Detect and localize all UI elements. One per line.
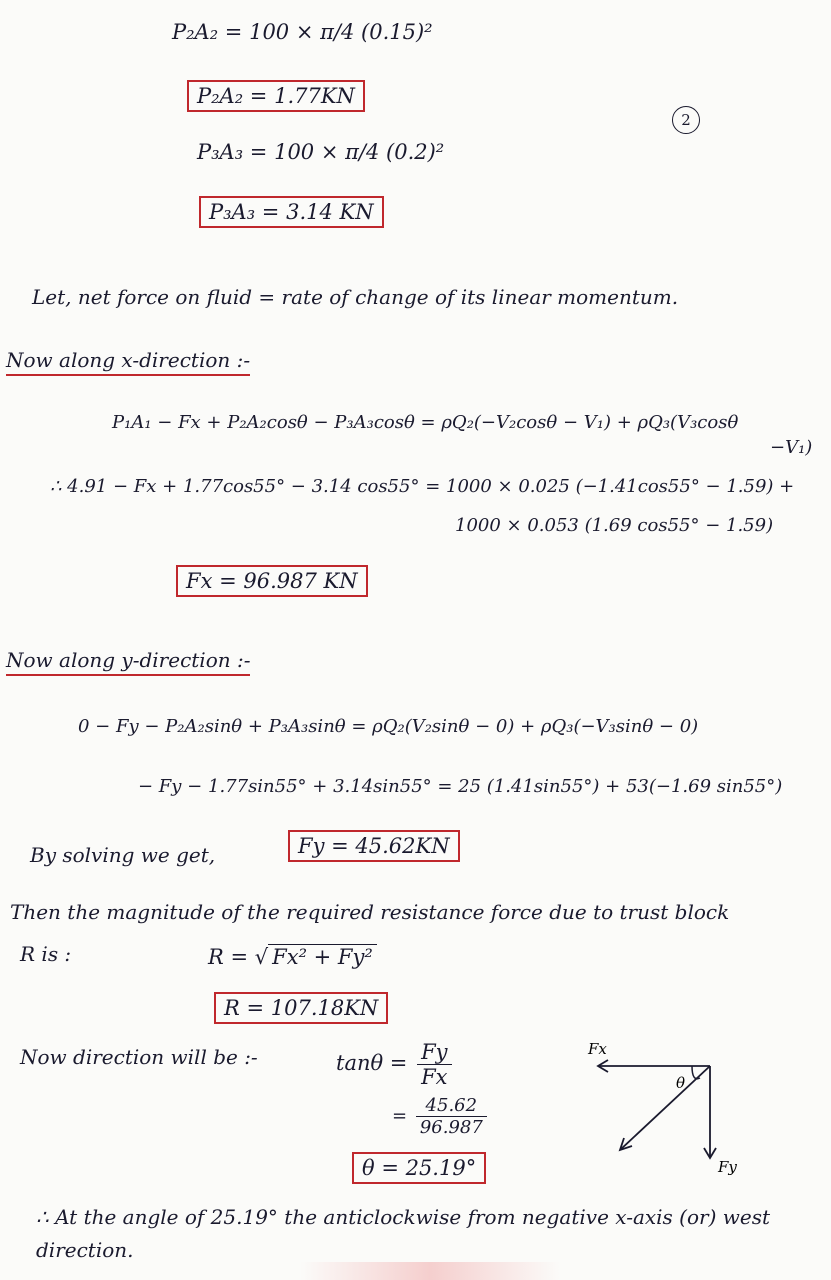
momentum-statement: Let, net force on fluid = rate of change of its linear momentum. <box>32 285 679 309</box>
tan-numerator: Fy <box>417 1040 451 1065</box>
result-fx: Fx = 96.987 KN <box>176 565 368 597</box>
eq-y-momentum: 0 − Fy − P₂A₂sinθ + P₃A₃sinθ = ρQ₂(V₂sinθ − 0) + ρQ₃(−V₃sinθ − 0) <box>78 716 699 737</box>
page-number: 2 <box>672 106 700 134</box>
eq-x-momentum: P₁A₁ − Fx + P₂A₂cosθ − P₃A₃cosθ = ρQ₂(−V₂cosθ − V₁) + ρQ₃(V₃cosθ <box>112 412 739 433</box>
eq-x-substituted-cont: 1000 × 0.053 (1.69 cos55° − 1.59) <box>455 515 774 536</box>
eq-x-substituted: ∴ 4.91 − Fx + 1.77cos55° − 3.14 cos55° = 1000 × 0.025 (−1.41cos55° − 1.59) + <box>50 476 795 497</box>
result-p2a2: P₂A₂ = 1.77KN <box>187 80 365 112</box>
conclusion-text-cont: direction. <box>36 1238 134 1262</box>
tan-lhs: tanθ = <box>336 1051 408 1075</box>
conclusion-text: ∴ At the angle of 25.19° the anticlockwise from negative x-axis (or) west <box>36 1205 770 1229</box>
tan-denominator: Fx <box>421 1065 448 1089</box>
sqrt-symbol: √ <box>254 945 269 969</box>
page-edge-smudge <box>300 1262 560 1280</box>
eq-y-substituted: − Fy − 1.77sin55° + 3.14sin55° = 25 (1.41sin55°) + 53(−1.69 sin55°) <box>138 776 783 797</box>
fx-label: Fx <box>588 1040 607 1058</box>
tan-formula <box>336 1040 455 1089</box>
theta-label: θ <box>676 1074 686 1092</box>
result-fy: Fy = 45.62KN <box>288 830 460 862</box>
resistance-statement: Then the magnitude of the required resistance force due to trust block <box>10 900 730 924</box>
force-diagram <box>580 1030 780 1180</box>
r-formula <box>208 945 377 969</box>
result-theta: θ = 25.19° <box>352 1152 486 1184</box>
tan-values-fraction <box>416 1095 487 1138</box>
heading-y-direction: Now along y-direction :- <box>6 648 250 676</box>
eq-x-momentum-cont: −V₁) <box>770 437 813 458</box>
r-is-label: R is : <box>20 942 72 966</box>
solving-text: By solving we get, <box>30 843 216 867</box>
tan-values-denominator: 96.987 <box>419 1117 483 1138</box>
eq-p2a2-calc: P₂A₂ = 100 × π/4 (0.15)² <box>172 20 433 44</box>
heading-x-direction: Now along x-direction :- <box>6 348 250 376</box>
tan-values <box>392 1095 490 1138</box>
tan-values-numerator: 45.62 <box>416 1095 487 1117</box>
fy-label: Fy <box>718 1158 737 1176</box>
result-r: R = 107.18KN <box>214 992 388 1024</box>
tan-values-prefix: = <box>392 1105 408 1127</box>
result-p3a3: P₃A₃ = 3.14 KN <box>199 196 384 228</box>
direction-text: Now direction will be :- <box>20 1045 258 1069</box>
eq-p3a3-calc: P₃A₃ = 100 × π/4 (0.2)² <box>197 140 445 164</box>
r-formula-lhs: R = <box>208 945 255 969</box>
r-formula-radicand: Fx² + Fy² <box>268 944 377 969</box>
tan-fraction <box>417 1040 451 1089</box>
